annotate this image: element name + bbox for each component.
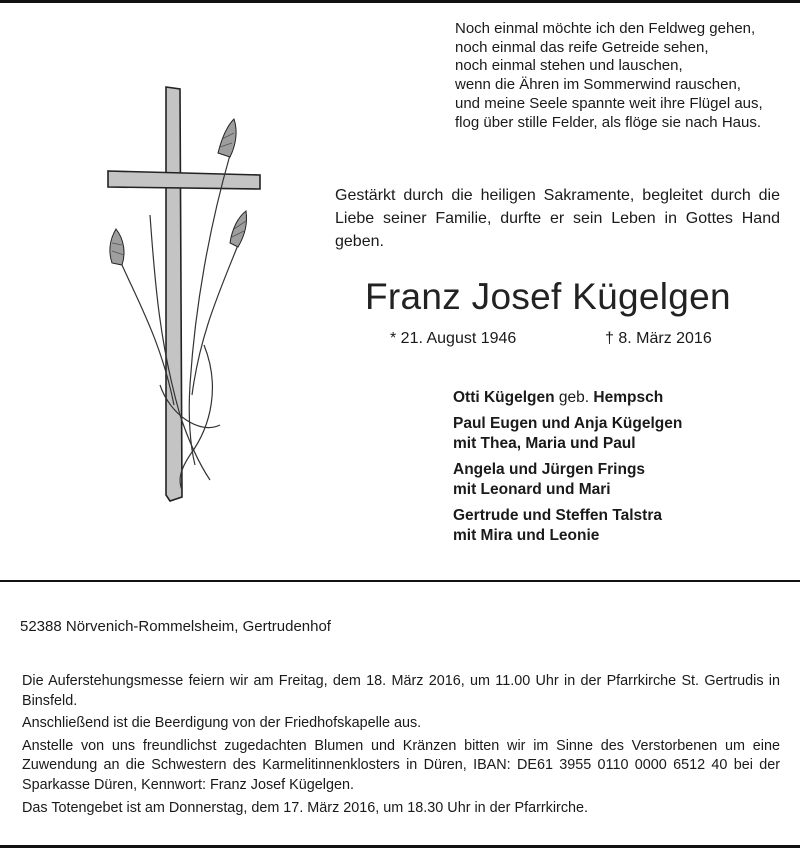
mourner-maiden-name: Hempsch <box>593 389 664 406</box>
mourner-line: mit Thea, Maria und Paul <box>453 435 636 452</box>
mourners-list <box>453 388 682 552</box>
intro-text: Gestärkt durch die heiligen Sakramente, begleitet durch die Liebe seiner Familie, durfte er sein Leben in Gottes Hand geben. <box>335 187 780 250</box>
death-date: † 8. März 2016 <box>605 330 712 347</box>
poem-line: flog über stille Felder, als flöge sie nach Haus. <box>455 113 761 131</box>
mourner-group <box>453 414 682 455</box>
mourner-line: Gertrude und Steffen Talstra <box>453 506 662 524</box>
poem-line: noch einmal das reife Getreide sehen, <box>455 38 709 56</box>
cross-with-wheat-icon <box>100 85 280 515</box>
section-divider <box>0 580 800 582</box>
mourner-group <box>453 388 682 409</box>
mourner-line: mit Mira und Leonie <box>453 527 600 544</box>
mourner-group <box>453 460 682 501</box>
prayer-note: Das Totengebet ist am Donnerstag, dem 17. März 2016, um 18.30 Uhr in der Pfarrkirche. <box>22 799 589 816</box>
poem-line: noch einmal stehen und lauschen, <box>455 57 683 75</box>
mourner-connector: geb. <box>558 389 590 406</box>
poem-line: wenn die Ähren im Sommerwind rauschen, <box>455 76 741 94</box>
mass-note: Die Auferstehungsmesse feiern wir am Freitag, dem 18. März 2016, um 11.00 Uhr in der Pfarrkirche St. Gertrudis in Binsfeld. <box>22 673 780 709</box>
burial-note: Anschließend ist die Beerdigung von der Friedhofskapelle aus. <box>22 715 422 732</box>
birth-date: * 21. August 1946 <box>390 330 517 347</box>
mourner-name: Otti Kügelgen <box>453 389 555 406</box>
funeral-notes <box>22 672 780 821</box>
mourner-line: Paul Eugen und Anja Kügelgen <box>453 414 683 432</box>
mourner-line: mit Leonard und Mari <box>453 481 611 498</box>
poem-line: und meine Seele spannte weit ihre Flügel aus, <box>455 94 763 112</box>
poem-line: Noch einmal möchte ich den Feldweg gehen, <box>455 20 756 37</box>
family-address: 52388 Nörvenich-Rommelsheim, Gertrudenhof <box>20 618 331 635</box>
poem <box>455 20 795 132</box>
donation-note: Anstelle von uns freundlichst zugedachten Blumen und Kränzen bitten wir im Sinne des Verstorbenen um eine Zuwendung an die Schwestern des Karmelitinnenklosters in Düren, IBAN: DE61 3955 0110 0000 6512 40 bei der Sparkasse Düren, Kennwort: Franz Josef Kügelgen. <box>22 737 780 793</box>
top-border <box>0 0 800 3</box>
deceased-name: Franz Josef Kügelgen <box>365 276 731 317</box>
mourner-line: Angela und Jürgen Frings <box>453 460 646 478</box>
mourner-group <box>453 506 682 547</box>
